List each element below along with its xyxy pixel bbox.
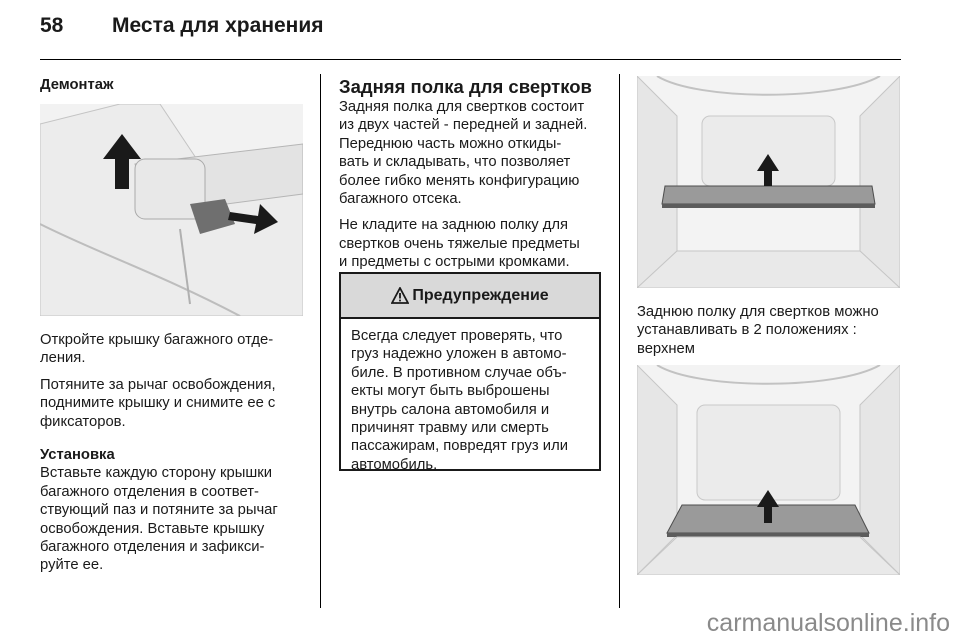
- text-line: груз надежно уложен в автомо-: [351, 346, 567, 363]
- header-rule: [40, 59, 901, 60]
- text-line: причинят травму или смерть: [351, 420, 549, 437]
- text-line: Откройте крышку багажного отде-: [40, 332, 274, 348]
- warning-box: [339, 272, 601, 471]
- text-line: Задняя полка для свертков состоит: [339, 99, 585, 115]
- shelf-positions-text: [637, 303, 917, 358]
- middle-text-column: [339, 76, 611, 272]
- lower-shelf-drawing: [637, 365, 900, 575]
- warning-text: [341, 319, 599, 482]
- text-line: устанавливать в 2 положениях :: [637, 322, 857, 339]
- warning-title: Предупреждение: [412, 286, 549, 304]
- text-line: внутрь салона автомобиля и: [351, 401, 550, 418]
- removal-heading: Демонтаж: [40, 77, 114, 93]
- text-line: Заднюю полку для свертков можно: [637, 304, 879, 320]
- text-line: Вставьте каждую сторону крышки: [40, 465, 272, 482]
- text-line: Потяните за рычаг освобождения,: [40, 376, 276, 393]
- text-line: освобождения. Вставьте крышку: [40, 520, 265, 537]
- removal-step-2: [40, 376, 315, 431]
- text-line: более гибко менять конфигурацию: [339, 172, 580, 189]
- install-heading: Установка: [40, 447, 115, 464]
- lower-shelf-position-illustration: [637, 365, 900, 575]
- text-line: Всегда следует проверять, что: [351, 328, 563, 344]
- cargo-cover-removal-drawing: [40, 104, 303, 316]
- right-text-column: [637, 303, 917, 358]
- warning-triangle-icon: [391, 287, 409, 304]
- text-line: биле. В противном случае объ-: [351, 364, 567, 381]
- column-divider-right: [619, 74, 620, 608]
- text-line: багажного отсека.: [339, 191, 462, 208]
- column-divider-left: [320, 74, 321, 608]
- text-line: руйте ее.: [40, 557, 104, 574]
- text-line: ления.: [40, 350, 86, 367]
- text-line: багажного отделения в соответ-: [40, 483, 259, 500]
- text-line: из двух частей - передней и задней.: [339, 117, 588, 134]
- left-text-column: [40, 331, 315, 575]
- text-line: автомобиль.: [351, 456, 438, 473]
- page-header: [40, 14, 324, 38]
- text-line: ствующий паз и потяните за рычаг: [40, 502, 278, 519]
- install-step: [40, 464, 315, 574]
- text-line: пассажирам, повредят груз или: [351, 438, 568, 455]
- warning-header: [341, 274, 599, 319]
- text-line: поднимите крышку и снимите ее с: [40, 395, 276, 412]
- text-line: верхнем: [637, 340, 695, 357]
- section-heading: Задняя полка для свертков: [339, 76, 592, 97]
- text-line: багажного отделения и зафикси-: [40, 539, 265, 556]
- text-line: Не кладите на заднюю полку для: [339, 217, 568, 234]
- text-line: и предметы с острыми кромками.: [339, 254, 570, 271]
- shelf-description: [339, 98, 611, 208]
- removal-heading-block: [40, 76, 310, 94]
- shelf-caution: [339, 216, 611, 271]
- text-line: фиксаторов.: [40, 413, 126, 430]
- text-line: свертков очень тяжелые предметы: [339, 235, 580, 252]
- removal-step-1: [40, 331, 315, 368]
- cargo-cover-removal-illustration: [40, 104, 303, 316]
- text-line: екты могут быть выброшены: [351, 383, 550, 400]
- watermark: carmanualsonline.info: [706, 609, 950, 637]
- upper-shelf-drawing: [637, 76, 900, 288]
- page-title: Места для хранения: [112, 14, 324, 37]
- text-line: вать и складывать, что позволяет: [339, 154, 571, 171]
- upper-shelf-position-illustration: [637, 76, 900, 288]
- text-line: Переднюю часть можно откиды-: [339, 135, 562, 152]
- page-number: 58: [40, 14, 64, 37]
